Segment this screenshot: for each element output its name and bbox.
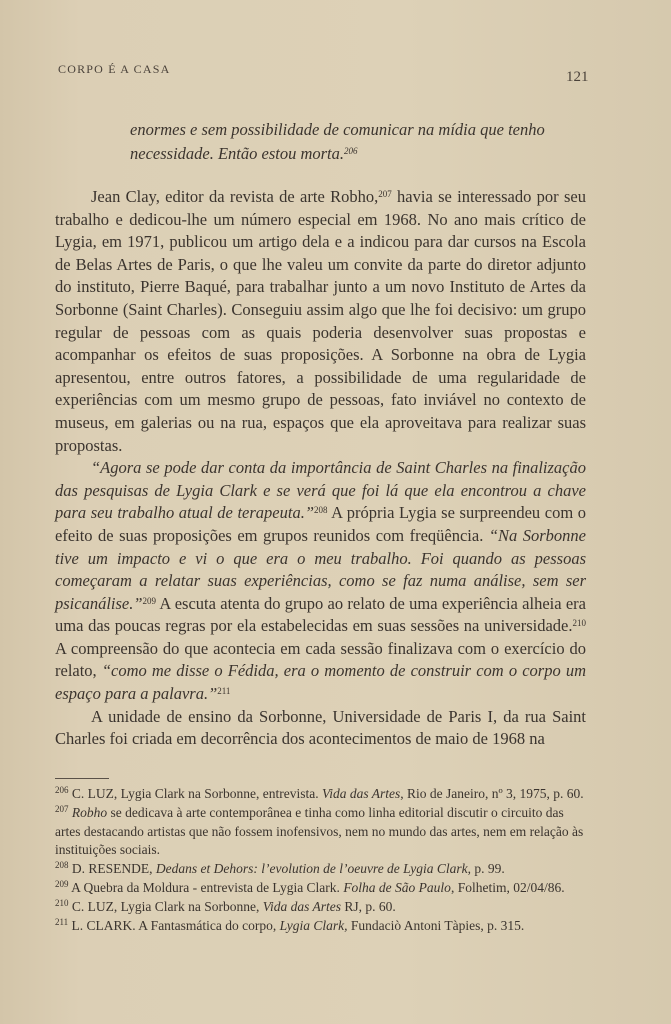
running-title: CORPO É A CASA: [58, 62, 171, 76]
paragraph-text: A escuta atenta do grupo ao relato de uma experiência alheia era uma das poucas regras por ela estabelecidas em suas sessões na universidade.: [55, 593, 586, 636]
paragraph: [55, 706, 586, 751]
footnote-number: 207: [55, 803, 69, 814]
paragraph-text: havia se interessado por seu trabalho e dedicou-lhe um número especial em 1968. No ano mais crítico de Lygia, em 1971, publicou um artigo dela e a indicou para dar cursos na Escola de Belas Artes de Paris, o que lhe valeu um convite da parte do diretor adjunto do instituto, Pierre Baqué, para trabalhar junto a um novo Instituto de Artes da Sorbonne (Saint Charles). Conseguiu assim algo que lhe foi decisivo: um grupo regular de pessoas com as quais poderia desenvolver suas propostas e acompanhar os efeitos de suas proposições. A Sorbonne na obra de Lygia apresentou, entre outros fatores, a possibilidade de uma regularidade de experiências com um mesmo grupo de pessoas, fato inviável no contexto de museus, em galerias ou na rua, espaços que ela aproveitava para realizar suas propostas.: [55, 187, 586, 455]
footnote-italic: Vida das Artes: [321, 786, 401, 801]
footnote-text: Fundaciò Antoni Tàpies, p. 315.: [347, 917, 525, 933]
footnote-number: 211: [55, 916, 69, 927]
paragraph-text: A unidade de ensino da Sorbonne, Universidade de Paris I, da rua Saint Charles foi criada em decorrência dos acontecimentos de maio de 1968 na: [55, 706, 586, 749]
footnote: [55, 785, 586, 804]
footnote: [55, 898, 586, 917]
footnote-ref: 211: [217, 686, 231, 697]
paragraph: [55, 457, 586, 706]
quotation: “Agora se pode dar conta da importância de Saint Charles na finalização das pesquisas de Lygia Clark e se verá que foi lá que ela encontrou a chave para seu trabalho atual de terapeuta.”: [55, 458, 586, 523]
footnote-ref: 206: [344, 146, 358, 156]
footnote-ref: 209: [142, 595, 157, 606]
quotation: “Na Sorbonne tive um impacto e vi o que era o meu trabalho. Foi quando as pessoas começaram a relatar suas experiências, como se faz numa análise, sem ser psicanálise.”: [55, 525, 586, 613]
footnote-number: 209: [55, 878, 69, 889]
footnote-italic: Dedans et Dehors: l’evolution de l’oeuvre de Lygia Clark: [155, 861, 468, 877]
footnote-divider: [55, 778, 109, 779]
paragraph-text: Jean Clay, editor da revista de arte Robho,: [91, 187, 379, 206]
footnote-text: se dedicava à arte contemporânea e tinha como linha editorial discutir o circuito das artes destacando artistas que não fossem inofensivos, nem no mundo das artes, nem em relação às instituições sociais.: [55, 804, 584, 858]
footnote-text: , p. 99.: [467, 861, 505, 877]
block-quote: [130, 118, 592, 166]
footnote-italic: Vida das Artes: [262, 898, 341, 914]
footnote-number: 208: [55, 860, 69, 871]
footnote-italic: Folha de São Paulo: [343, 879, 451, 895]
footnote-text: C. LUZ, Lygia Clark na Sorbonne, entrevista.: [68, 786, 322, 801]
footnote-italic: Lygia Clark,: [279, 917, 348, 933]
footnote-ref: 210: [572, 618, 586, 629]
footnote-ref: 208: [314, 505, 328, 516]
footnotes: [55, 785, 586, 935]
footnote: [55, 804, 586, 860]
footnote-number: 210: [55, 897, 69, 908]
footnote: [55, 879, 586, 898]
quotation: “como me disse o Fédida, era o momento de construir com o corpo um espaço para a palavra.”: [55, 661, 587, 704]
quote-text: enormes e sem possibilidade de comunicar na mídia que tenho necessidade. Então estou morta.: [130, 120, 545, 163]
footnote-text: RJ, p. 60.: [341, 898, 396, 914]
footnote-number: 206: [55, 785, 69, 795]
footnote-italic: Robho: [71, 804, 108, 820]
page-number: 121: [566, 69, 589, 85]
footnote-ref: 207: [378, 189, 392, 199]
paragraph-text: A própria Lygia se surpreendeu com o efeito de suas proposições em grupos reunidos com freqüência.: [55, 503, 586, 545]
footnote-text: C. LUZ, Lygia Clark na Sorbonne,: [68, 898, 263, 914]
footnote-text: A Quebra da Moldura - entrevista de Lygia Clark.: [68, 879, 344, 895]
footnote-text: , Rio de Janeiro, nº 3, 1975, p. 60.: [400, 786, 584, 801]
footnote-text: , Folhetim, 02/04/86.: [450, 879, 565, 895]
footnote: [55, 860, 586, 879]
footnote-text: D. RESENDE,: [68, 861, 156, 877]
paragraph: [55, 186, 586, 457]
paragraph-text: A compreensão do que acontecia em cada sessão finalizava com o exercício do relato,: [55, 638, 586, 681]
body-text: [55, 186, 586, 751]
footnote-text: L. CLARK. A Fantasmática do corpo,: [68, 917, 280, 933]
footnote: [55, 917, 586, 936]
